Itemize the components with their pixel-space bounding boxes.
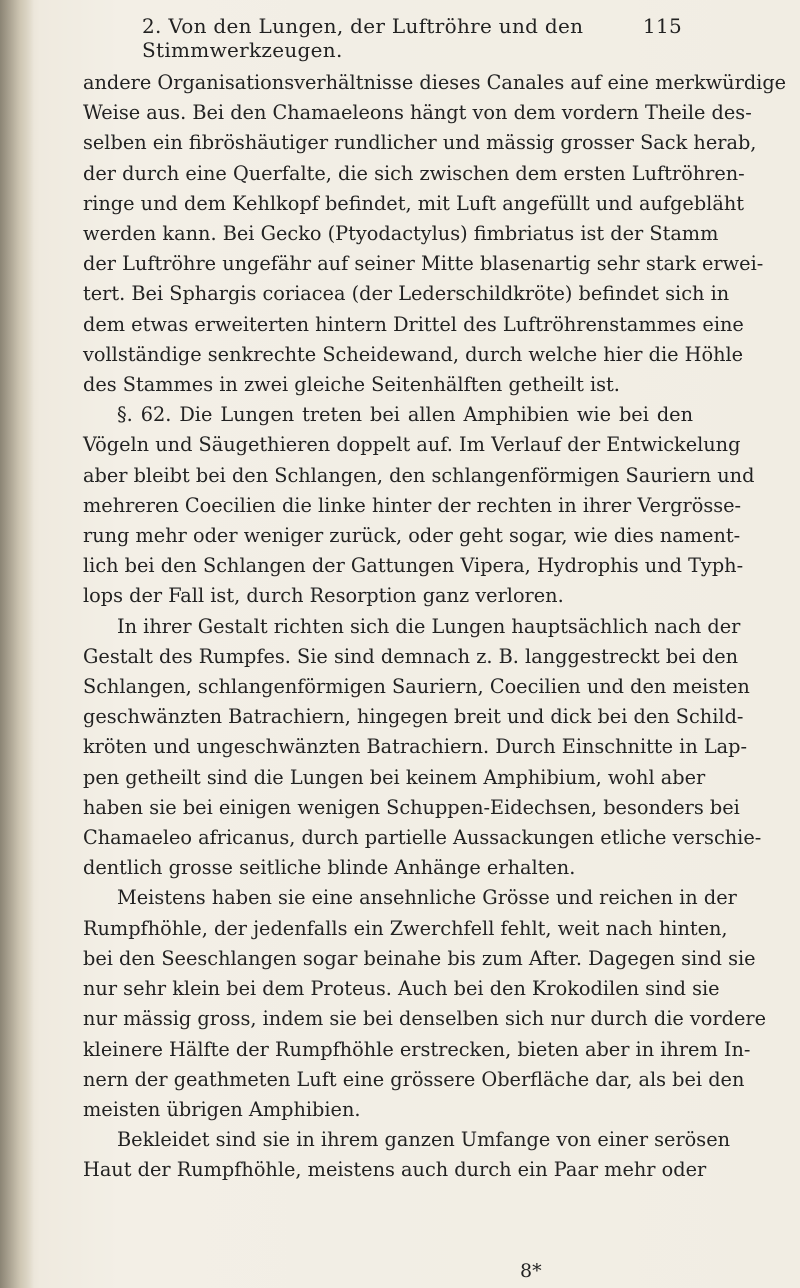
text-line: lich bei den Schlangen der Gattungen Vipera, Hydrophis und Typh- [83,554,744,578]
text-line: andere Organisationsverhältnisse dieses Canales auf eine merkwürdige [83,71,787,94]
text-line: Bekleidet sind sie in ihrem ganzen Umfange von einer serösen [117,1128,731,1152]
text-line: Rumpfhöhle, der jedenfalls ein Zwerchfell fehlt, weit nach hinten, [83,916,728,940]
text-line: meisten übrigen Amphibien. [83,1097,361,1121]
text-line: Gestalt des Rumpfes. Sie sind demnach z. B. langgestreckt bei den [83,644,739,668]
text-line: tert. Bei Sphargis coriacea (der Lederschildkröte) befindet sich in [83,282,730,306]
page-number: 115 [642,14,682,38]
text-line: werden kann. Bei Gecko (Ptyodactylus) fimbriatus ist der Stamm [83,222,719,246]
text-line: haben sie bei einigen wenigen Schuppen-Eidechsen, besonders bei [83,795,740,819]
text-line: Weise aus. Bei den Chamaeleons hängt von dem vordern Theile des- [83,101,752,125]
body-text [83,68,787,1186]
paragraph [83,612,762,884]
text-line: dentlich grosse seitliche blinde Anhänge erhalten. [83,856,576,880]
text-line: dem etwas erweiterten hintern Drittel des Luftröhrenstammes eine [83,312,744,336]
paragraph [83,1125,731,1185]
text-line: der durch eine Querfalte, die sich zwischen dem ersten Luftröhren- [83,161,745,185]
text-line: Chamaeleo africanus, durch partielle Aussackungen etliche verschie- [83,826,762,850]
book-spine-shadow [0,0,34,1288]
paragraph-section-62 [83,400,755,611]
running-header [142,14,682,62]
text-line: kleinere Hälfte der Rumpfhöhle erstrecken, bieten aber in ihrem In- [83,1037,751,1061]
text-line: kröten und ungeschwänzten Batrachiern. Durch Einschnitte in Lap- [83,735,748,759]
text-line: nur sehr klein bei dem Proteus. Auch bei den Krokodilen sind sie [83,977,720,1001]
text-line: pen getheilt sind die Lungen bei keinem Amphibium, wohl aber [83,765,706,789]
text-line: Schlangen, schlangenförmigen Sauriern, Coecilien und den meisten [83,675,750,699]
text-line: des Stammes in zwei gleiche Seitenhälften getheilt ist. [83,373,620,397]
text-line: In ihrer Gestalt richten sich die Lungen hauptsächlich nach der [117,614,741,638]
text-line: der Luftröhre ungefähr auf seiner Mitte blasenartig sehr stark erwei- [83,252,764,276]
chapter-title: 2. Von den Lungen, der Luftröhre und den Stimmwerkzeugen. [142,14,584,62]
text-line: §. 62. Die Lungen treten bei allen Amphibien wie bei den [117,403,693,427]
text-line: selben ein fibröshäutiger rundlicher und mässig grosser Sack herab, [83,131,757,155]
text-line: lops der Fall ist, durch Resorption ganz verloren. [83,584,564,608]
text-line: vollständige senkrechte Scheidewand, durch welche hier die Höhle [83,342,744,366]
text-line: ringe und dem Kehlkopf befindet, mit Luft angefüllt und aufgebläht [83,191,745,215]
text-line: geschwänzten Batrachiern, hingegen breit und dick bei den Schild- [83,705,744,729]
text-line: aber bleibt bei den Schlangen, den schlangenförmigen Sauriern und [83,463,755,487]
text-line: bei den Seeschlangen sogar beinahe bis zum After. Dagegen sind sie [83,946,756,970]
signature-mark: 8* [520,1260,542,1282]
text-line: mehreren Coecilien die linke hinter der rechten in ihrer Vergrösse- [83,493,742,517]
paragraph [83,883,767,1125]
text-line: Haut der Rumpfhöhle, meistens auch durch ein Paar mehr oder [83,1158,707,1182]
text-line: rung mehr oder weniger zurück, oder geht sogar, wie dies nament- [83,524,741,548]
text-line: Vögeln und Säugethieren doppelt auf. Im Verlauf der Entwickelung [83,433,741,457]
text-line: nur mässig gross, indem sie bei denselben sich nur durch die vordere [83,1007,767,1031]
paragraph [83,68,787,400]
text-line: Meistens haben sie eine ansehnliche Grösse und reichen in der [117,886,737,910]
text-line: nern der geathmeten Luft eine grössere Oberfläche dar, als bei den [83,1067,745,1091]
